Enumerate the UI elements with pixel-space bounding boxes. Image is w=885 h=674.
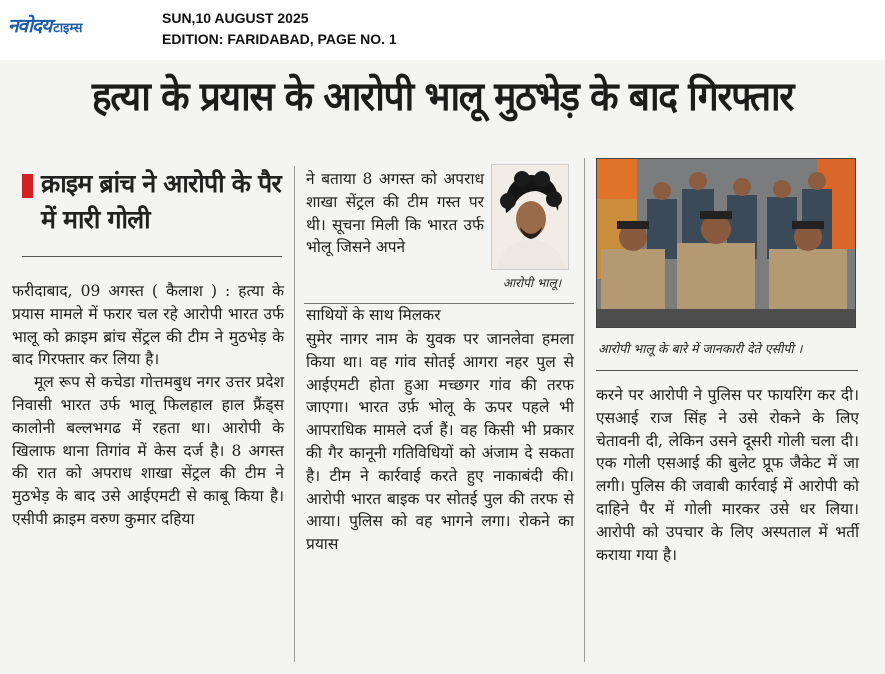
paragraph: मूल रूप से कचेडा गोत्तमबुध नगर उत्तर प्रदेश निवासी भारत उर्फ भालू फिलहाल हाल फ्रैंड्स कालोनी बल्लभगढ में रहता था। आरोपी के खिलाफ थाना तिगांव में केस दर्ज है। 8 अगस्त की रात को अपराध शाखा सेंट्रल की टीम ने मुठभेड़ के बाद उसे आईएमटी से काबू किया है।एसीपी क्राइम वरुण कुमार दहिया xyxy=(12,373,284,528)
newspaper-logo xyxy=(8,10,82,38)
logo-sub: टाइम्स xyxy=(53,21,83,36)
edition-line: EDITION: FARIDABAD, PAGE NO. 1 xyxy=(162,31,397,47)
article-column-2-top: ने बताया 8 अगस्त को अपराध शाखा सेंट्रल की टीम गस्त पर थी। सूचना मिली कि भारत उर्फ भोलू जिसने अपने xyxy=(306,170,484,257)
edition-info xyxy=(162,8,397,50)
article-column-3: करने पर आरोपी ने पुलिस पर फायरिंग कर दी। एसआई राज सिंह ने उसे रोकने के लिए चेतावनी दी, लेकिन उसने दूसरी गोली चला दी। एक गोली एसआई की बुलेट प्रूफ जैकेट में जा लगी। पुलिस की जवाबी कार्रवाई में आरोपी को दाहिने पैर में गोली मारकर उसे धर लिया। आरोपी को उपचार के लिए अस्पताल में भर्ती कराया गया है। xyxy=(596,386,859,564)
article-column-2-bottom: सुमेर नागर नाम के युवक पर जानलेवा हमला किया था। वह गांव सोतई आगरा नहर पुल से आईएमटी होता हुआ मच्छगर गांव की तरफ जाएगा। भारत उर्फ़ भोलू के ऊपर पहले भी आपराधिक मामले दर्ज हैं। वह किसी भी प्रकार की गैर कानूनी गतिविधियों को अंजाम दे सकता है। टीम ने कार्रवाई करते हुए नाकाबंदी की। आरोपी भारत बाइक पर सोतई पुल की तरफ से आया। पुलिस को वह भागने लगा। रोकने का प्रयास xyxy=(306,330,574,554)
paragraph: फरीदाबाद, 09 अगस्त ( कैलाश ) : हत्या के प्रयास मामले में फरार चल रहे आरोपी भारत उर्फ भालू को क्राइम ब्रांच सेंट्रल की टीम ने मुठभेड़ के बाद गिरफ्तार कर लिया है। xyxy=(12,282,284,369)
article-subheadline xyxy=(22,166,282,238)
inline-divider xyxy=(304,303,574,304)
police-officers-image-icon xyxy=(597,159,856,328)
article-column-2-mid: साथियों के साथ मिलकर xyxy=(306,306,441,324)
accused-portrait-icon xyxy=(492,165,569,270)
column-divider xyxy=(294,166,295,662)
press-conference-caption: आरोपी भालू के बारे में जानकारी देते एसीपी । xyxy=(598,341,803,356)
column-divider xyxy=(584,158,585,662)
article-column-1 xyxy=(12,280,284,531)
subhead-divider xyxy=(22,256,282,257)
edition-header xyxy=(0,0,885,56)
accused-photo-caption: आरोपी भालू। xyxy=(502,276,562,290)
press-conference-photo xyxy=(596,158,856,328)
accused-photo xyxy=(491,164,569,270)
subheadline-text: क्राइम ब्रांच ने आरोपी के पैर में मारी गोली xyxy=(41,169,281,234)
edition-date: SUN,10 AUGUST 2025 xyxy=(162,10,309,26)
article-headline: हत्या के प्रयास के आरोपी भालू मुठभेड़ के बाद गिरफ्तार xyxy=(91,74,794,120)
caption-divider xyxy=(596,370,858,371)
logo-main: नवोदय xyxy=(8,15,52,37)
red-bullet-icon xyxy=(22,174,33,198)
